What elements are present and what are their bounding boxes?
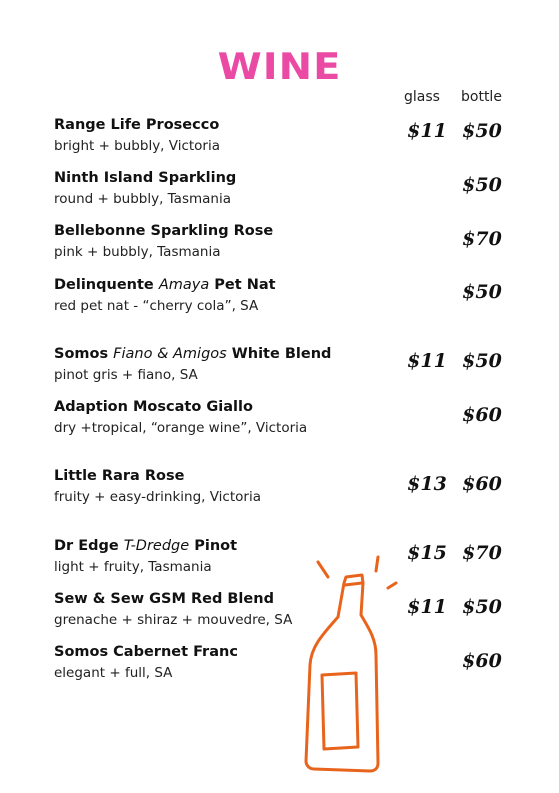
bottle-price: $60 — [462, 473, 502, 495]
wine-description: grenache + shiraz + mouvedre, SA — [54, 612, 293, 628]
bottle-price: $60 — [462, 650, 502, 672]
wine-name: Adaption Moscato Giallo — [54, 399, 253, 415]
wine-description: fruity + easy-drinking, Victoria — [54, 489, 261, 505]
wine-item — [54, 467, 394, 506]
wine-name-part: Delinquente — [54, 277, 159, 293]
bottle-price: $50 — [462, 174, 502, 196]
menu-title: WINE — [217, 45, 342, 89]
glass-price: $11 — [407, 350, 447, 372]
wine-name: Bellebonne Sparkling Rose — [54, 223, 274, 239]
wine-description: elegant + full, SA — [54, 665, 173, 681]
wine-description: red pet nat - “cherry cola”, SA — [54, 298, 259, 314]
wine-bottle-icon — [300, 555, 410, 780]
bottle-price: $60 — [462, 404, 502, 426]
glass-price: $11 — [407, 120, 447, 142]
glass-price: $15 — [407, 542, 447, 564]
wine-item — [54, 398, 394, 437]
wine-name: Ninth Island Sparkling — [54, 170, 237, 186]
wine-description: pinot gris + fiano, SA — [54, 367, 198, 383]
wine-item — [54, 169, 394, 208]
wine-name-part: Pinot — [189, 538, 238, 554]
glass-price: $13 — [407, 473, 447, 495]
wine-name — [54, 537, 394, 555]
wine-name — [54, 276, 394, 294]
wine-item — [54, 345, 394, 384]
wine-name: Sew & Sew GSM Red Blend — [54, 591, 274, 607]
bottle-price: $50 — [462, 350, 502, 372]
bottle-price: $70 — [462, 228, 502, 250]
glass-price: $11 — [407, 596, 447, 618]
bottle-price: $50 — [462, 596, 502, 618]
wine-item — [54, 116, 394, 155]
wine-item — [54, 222, 394, 261]
wine-name — [54, 345, 394, 363]
wine-description: dry +tropical, “orange wine”, Victoria — [54, 420, 308, 436]
wine-description: round + bubbly, Tasmania — [54, 191, 231, 207]
wine-name-part: Dr Edge — [54, 538, 124, 554]
bottle-price: $70 — [462, 542, 502, 564]
wine-name: Somos Cabernet Franc — [54, 644, 238, 660]
bottle-price: $50 — [462, 281, 502, 303]
wine-name: Little Rara Rose — [54, 468, 185, 484]
bottle-price: $50 — [462, 120, 502, 142]
wine-name: Range Life Prosecco — [54, 117, 220, 133]
wine-name-italic: T-Dredge — [123, 538, 190, 554]
glass-column-header: glass — [404, 89, 440, 105]
wine-name-part: White Blend — [226, 346, 332, 362]
wine-name-italic: Amaya — [158, 277, 210, 293]
wine-name-part: Somos — [54, 346, 114, 362]
wine-description: bright + bubbly, Victoria — [54, 138, 221, 154]
wine-description: light + fruity, Tasmania — [54, 559, 212, 575]
wine-item — [54, 276, 394, 315]
wine-description: pink + bubbly, Tasmania — [54, 244, 221, 260]
wine-name-italic: Fiano & Amigos — [113, 346, 227, 362]
bottle-column-header: bottle — [461, 89, 502, 105]
wine-name-part: Pet Nat — [209, 277, 276, 293]
